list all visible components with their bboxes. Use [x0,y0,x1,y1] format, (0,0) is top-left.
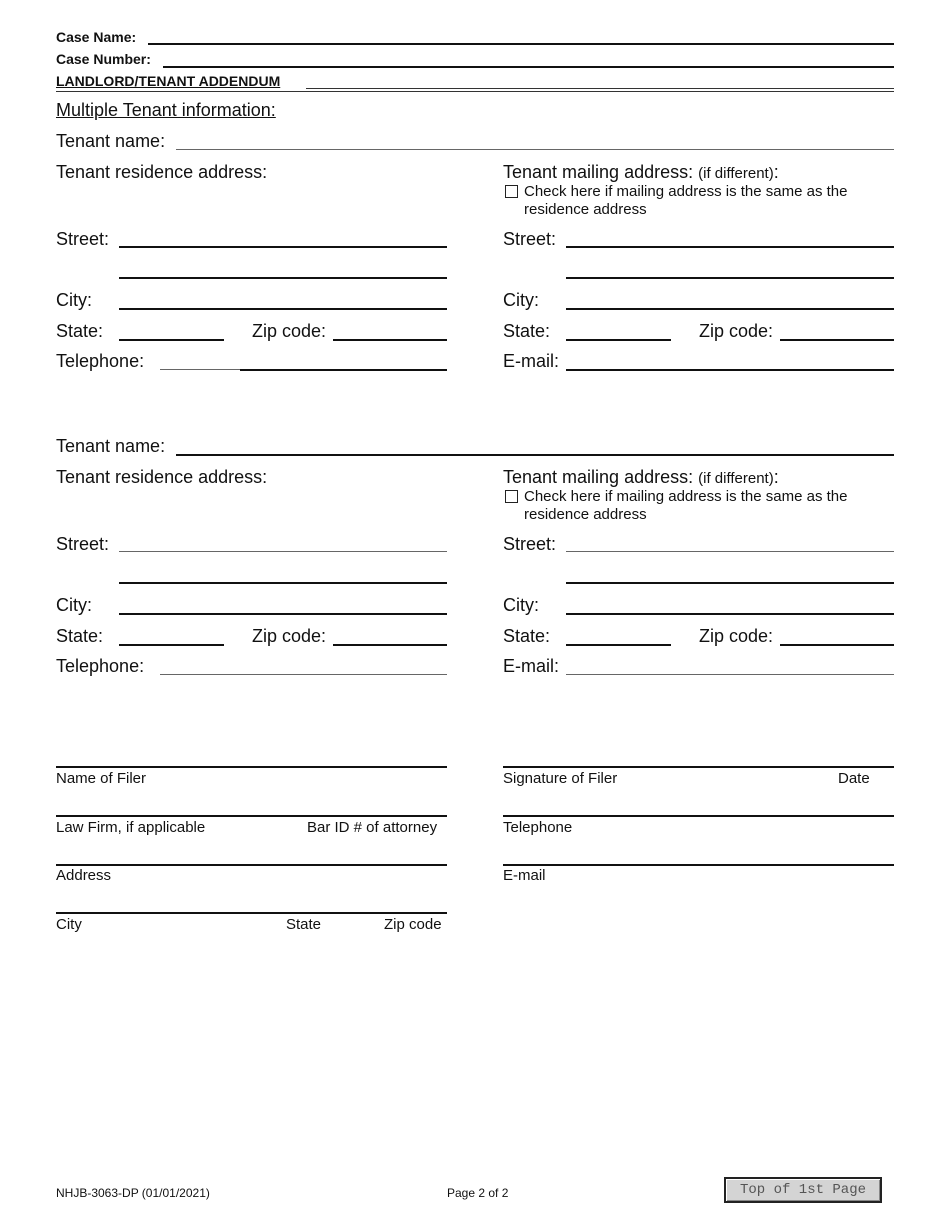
filer-email-label: E-mail [503,867,546,884]
name-of-filer-field[interactable] [56,766,447,768]
signature-of-filer-label: Signature of Filer [503,770,618,787]
tenant1-same-address-checkbox[interactable] [505,185,518,198]
law-firm-label: Law Firm, if applicable [56,819,206,836]
tenant2-same-check-line1: Check here if mailing address is the same as the [524,488,848,505]
filer-telephone-field[interactable] [503,815,894,817]
filer-address-field[interactable] [56,864,447,866]
case-number-label: Case Number: [56,51,151,67]
tenant1-street-label: Street: [56,229,110,249]
tenant1-telephone-field[interactable] [240,369,447,371]
tenant2-mailing-colon: : [773,467,779,487]
tenant2-mail-state-field[interactable] [566,644,671,646]
tenant1-mail-street-field[interactable] [566,246,894,248]
tenant2-mail-street-label: Street: [503,534,557,554]
tenant2-same-check-line2: residence address [524,506,647,523]
tenant1-mail-street-label: Street: [503,229,557,249]
filer-zip-label: Zip code [384,916,442,933]
tenant1-name-field[interactable] [176,149,894,150]
filer-telephone-label: Telephone [503,819,573,836]
name-of-filer-label: Name of Filer [56,770,147,787]
date-label: Date [838,770,870,787]
tenant2-same-address-checkbox[interactable] [505,490,518,503]
tenant2-residence-label: Tenant residence address: [56,467,268,487]
page-number: Page 2 of 2 [447,1186,509,1200]
tenant1-mail-zip-field[interactable] [780,339,894,341]
tenant1-mail-city-field[interactable] [566,308,894,310]
tenant1-email-field[interactable] [566,369,894,371]
tenant2-email-field[interactable] [566,674,894,675]
tenant1-same-check-line2: residence address [524,201,647,218]
tenant1-street2-field[interactable] [119,277,447,279]
tenant2-state-field[interactable] [119,644,224,646]
tenant2-email-label: E-mail: [503,656,560,676]
tenant1-telephone-label: Telephone: [56,351,145,371]
addendum-title: LANDLORD/TENANT ADDENDUM [56,73,281,89]
bar-id-label: Bar ID # of attorney [307,819,438,836]
law-firm-field[interactable] [56,815,447,817]
tenant2-mail-state-label: State: [503,626,551,646]
case-number-field[interactable] [163,66,894,68]
tenant2-street2-field[interactable] [119,582,447,584]
tenant2-zip-label: Zip code: [252,626,327,646]
tenant2-state-label: State: [56,626,104,646]
top-of-first-page-button[interactable]: Top of 1st Page [724,1177,882,1203]
filer-city-label: City [56,916,82,933]
tenant1-mail-city-label: City: [503,290,539,310]
tenant2-street-label: Street: [56,534,110,554]
tenant2-name-field[interactable] [176,454,894,456]
title-rule [306,88,894,89]
tenant2-mail-zip-field[interactable] [780,644,894,646]
case-name-field[interactable] [148,43,894,45]
tenant1-mailing-heading [503,162,779,183]
tenant1-zip-label: Zip code: [252,321,327,341]
tenant2-zip-field[interactable] [333,644,447,646]
tenant2-mailing-label: Tenant mailing address: [503,467,694,487]
tenant2-telephone-field[interactable] [240,674,447,675]
tenant2-mailing-heading [503,467,779,488]
tenant1-email-label: E-mail: [503,351,560,371]
tenant1-state-field[interactable] [119,339,224,341]
filer-state-label: State [286,916,322,933]
tenant1-residence-label: Tenant residence address: [56,162,268,182]
section-title: Multiple Tenant information: [56,100,276,120]
tenant1-mailing-note: (if different) [698,165,774,182]
title-rule-double [56,91,894,92]
tenant1-street-field[interactable] [119,246,447,248]
tenant2-mail-street2-field[interactable] [566,582,894,584]
tenant1-telephone-area-field[interactable] [160,369,240,370]
tenant1-same-check-line1: Check here if mailing address is the same as the [524,183,848,200]
tenant2-telephone-area-field[interactable] [160,674,240,675]
tenant1-mailing-label: Tenant mailing address: [503,162,694,182]
tenant2-city-label: City: [56,595,92,615]
filer-email-field[interactable] [503,864,894,866]
form-id: NHJB-3063-DP (01/01/2021) [56,1186,210,1200]
tenant1-city-label: City: [56,290,92,310]
tenant1-name-label: Tenant name: [56,131,166,151]
tenant2-mailing-note: (if different) [698,470,774,487]
tenant1-mailing-colon: : [773,162,779,182]
tenant2-street-field[interactable] [119,551,447,552]
tenant2-mail-city-field[interactable] [566,613,894,615]
tenant1-mail-state-field[interactable] [566,339,671,341]
tenant1-state-label: State: [56,321,104,341]
tenant1-city-field[interactable] [119,308,447,310]
tenant2-mail-city-label: City: [503,595,539,615]
case-name-label: Case Name: [56,29,137,45]
signature-of-filer-field[interactable] [503,766,894,768]
tenant1-mail-street2-field[interactable] [566,277,894,279]
tenant1-mail-zip-label: Zip code: [699,321,774,341]
tenant2-mail-street-field[interactable] [566,551,894,552]
tenant2-mail-zip-label: Zip code: [699,626,774,646]
tenant2-city-field[interactable] [119,613,447,615]
tenant2-telephone-label: Telephone: [56,656,145,676]
filer-city-state-zip-field[interactable] [56,912,447,914]
tenant2-name-label: Tenant name: [56,436,166,456]
tenant1-mail-state-label: State: [503,321,551,341]
filer-address-label: Address [56,867,112,884]
tenant1-zip-field[interactable] [333,339,447,341]
